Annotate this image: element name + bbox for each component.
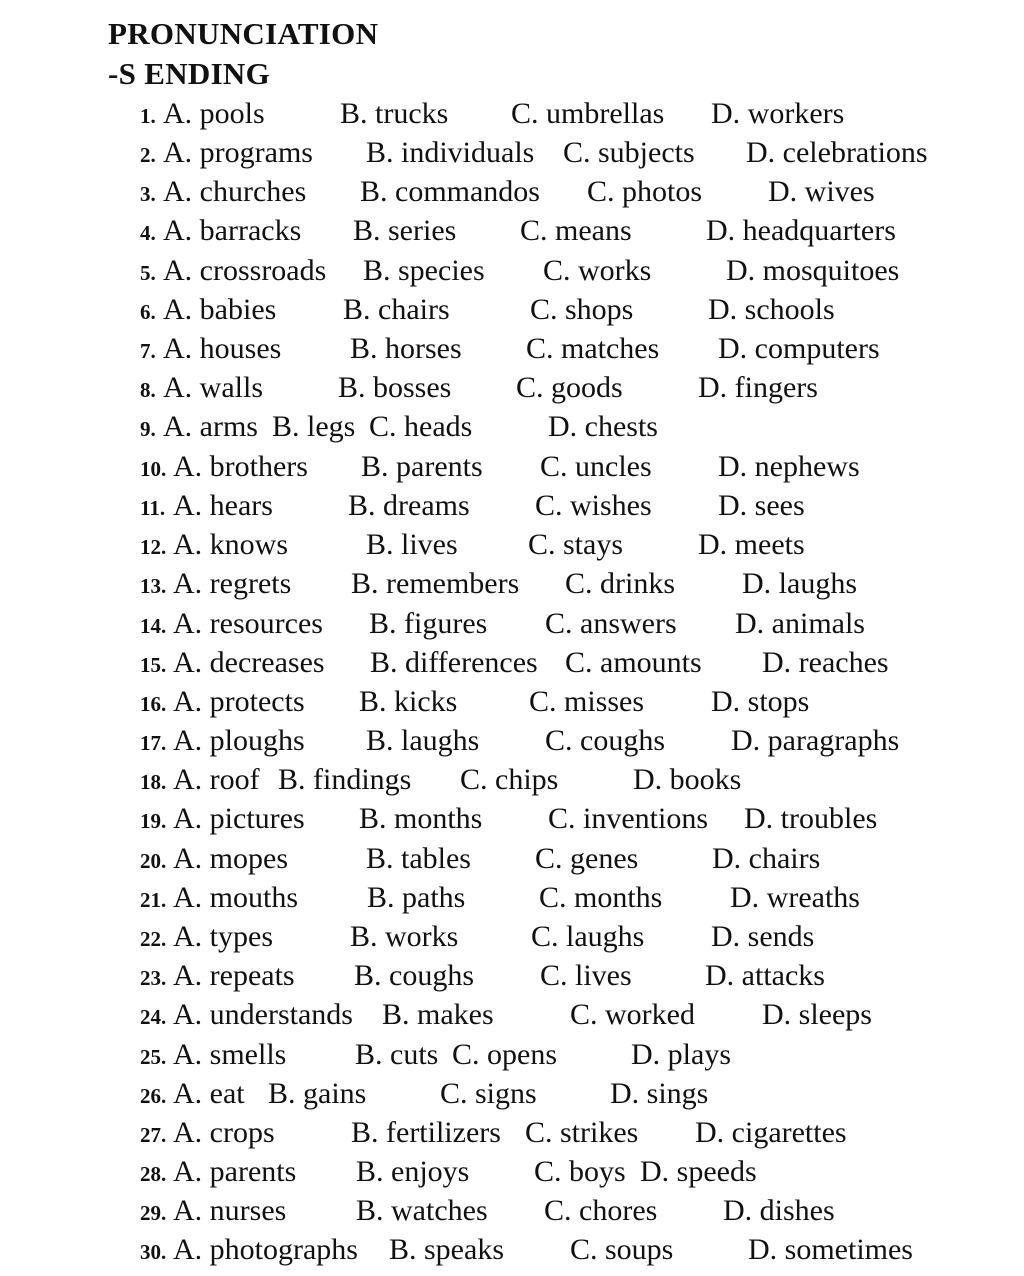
option-c: C. goods <box>516 371 623 404</box>
option-b: B. paths <box>367 881 466 914</box>
option-d: D. workers <box>711 97 845 130</box>
option-b: B. laughs <box>366 724 480 757</box>
option-a: A. protects <box>173 685 305 718</box>
question-number: 1. <box>140 104 156 128</box>
question-number: 3. <box>140 182 156 206</box>
option-c: C. chips <box>460 763 559 796</box>
option-c: C. amounts <box>565 646 702 679</box>
question-number: 14. <box>140 614 167 638</box>
option-a: A. arms <box>163 410 258 443</box>
option-b: B. works <box>350 920 459 953</box>
option-a: A. smells <box>173 1038 287 1071</box>
option-c: C. answers <box>545 607 677 640</box>
option-c: C. means <box>520 214 632 247</box>
option-d: D. chairs <box>712 842 821 875</box>
option-c: C. umbrellas <box>511 97 665 130</box>
option-a: A. churches <box>163 175 307 208</box>
question-number: 6. <box>140 300 156 324</box>
option-a: A. barracks <box>163 214 302 247</box>
option-a: A. regrets <box>173 567 292 600</box>
option-b: B. watches <box>356 1194 488 1227</box>
option-d: D. sends <box>711 920 815 953</box>
question-number: 22. <box>140 927 167 951</box>
question-number: 27. <box>140 1123 167 1147</box>
option-b: B. species <box>363 254 485 287</box>
option-a: A. pictures <box>173 802 305 835</box>
option-b: B. trucks <box>340 97 449 130</box>
option-d: D. celebrations <box>746 136 928 169</box>
option-d: D. plays <box>631 1038 731 1071</box>
option-b: B. cuts <box>355 1038 439 1071</box>
option-a: A. nurses <box>173 1194 287 1227</box>
option-d: D. troubles <box>744 802 878 835</box>
question-number: 19. <box>140 809 167 833</box>
option-a: A. crops <box>173 1116 275 1149</box>
option-a: A. parents <box>173 1155 297 1188</box>
question-number: 25. <box>140 1045 167 1069</box>
option-c: C. laughs <box>531 920 645 953</box>
question-number: 13. <box>140 574 167 598</box>
option-d: D. paragraphs <box>731 724 900 757</box>
option-b: B. months <box>359 802 483 835</box>
question-number: 16. <box>140 692 167 716</box>
option-c: C. uncles <box>540 450 652 483</box>
option-c: C. wishes <box>535 489 652 522</box>
option-b: B. individuals <box>366 136 535 169</box>
option-b: B. remembers <box>351 567 520 600</box>
option-b: B. speaks <box>389 1233 504 1266</box>
option-d: D. animals <box>735 607 865 640</box>
option-d: D. speeds <box>640 1155 757 1188</box>
option-d: D. chests <box>548 410 658 443</box>
option-a: A. eat <box>173 1077 245 1110</box>
option-b: B. findings <box>278 763 412 796</box>
option-b: B. figures <box>369 607 488 640</box>
option-c: C. drinks <box>565 567 676 600</box>
question-number: 17. <box>140 731 167 755</box>
option-b: B. fertilizers <box>351 1116 501 1149</box>
option-d: D. attacks <box>705 959 825 992</box>
option-a: A. photographs <box>173 1233 358 1266</box>
option-a: A. decreases <box>173 646 325 679</box>
option-a: A. houses <box>163 332 282 365</box>
option-c: C. coughs <box>545 724 665 757</box>
option-c: C. genes <box>535 842 639 875</box>
option-c: C. months <box>539 881 663 914</box>
question-number: 30. <box>140 1240 167 1264</box>
option-d: D. nephews <box>718 450 860 483</box>
option-b: B. makes <box>382 998 494 1031</box>
option-d: D. cigarettes <box>695 1116 847 1149</box>
question-number: 29. <box>140 1201 167 1225</box>
option-b: B. legs <box>272 410 356 443</box>
option-c: C. stays <box>528 528 624 561</box>
option-a: A. ploughs <box>173 724 305 757</box>
option-d: D. sometimes <box>748 1233 913 1266</box>
option-d: D. wives <box>768 175 875 208</box>
option-a: A. crossroads <box>163 254 327 287</box>
option-d: D. fingers <box>698 371 818 404</box>
option-d: D. schools <box>708 293 835 326</box>
question-number: 7. <box>140 339 156 363</box>
option-d: D. computers <box>718 332 880 365</box>
option-b: B. kicks <box>359 685 458 718</box>
option-d: D. laughs <box>742 567 857 600</box>
option-c: C. misses <box>529 685 645 718</box>
option-c: C. boys <box>534 1155 626 1188</box>
section-title: -S ENDING <box>108 56 271 91</box>
option-c: C. heads <box>369 410 473 443</box>
option-d: D. sings <box>610 1077 709 1110</box>
option-c: C. works <box>543 254 652 287</box>
option-b: B. parents <box>361 450 483 483</box>
option-a: A. resources <box>173 607 323 640</box>
option-b: B. series <box>353 214 457 247</box>
option-d: D. sees <box>718 489 805 522</box>
option-b: B. chairs <box>343 293 450 326</box>
question-number: 24. <box>140 1005 167 1029</box>
option-b: B. gains <box>268 1077 367 1110</box>
option-c: C. matches <box>526 332 660 365</box>
option-a: A. pools <box>163 97 265 130</box>
option-c: C. opens <box>452 1038 557 1071</box>
option-d: D. wreaths <box>730 881 860 914</box>
option-b: B. horses <box>350 332 462 365</box>
option-d: D. dishes <box>723 1194 835 1227</box>
option-b: B. tables <box>366 842 471 875</box>
option-a: A. brothers <box>173 450 308 483</box>
option-c: C. soups <box>570 1233 674 1266</box>
option-c: C. shops <box>530 293 634 326</box>
option-c: C. signs <box>440 1077 537 1110</box>
option-a: A. babies <box>163 293 277 326</box>
question-number: 23. <box>140 966 167 990</box>
question-number: 20. <box>140 849 167 873</box>
option-c: C. photos <box>587 175 703 208</box>
option-b: B. dreams <box>348 489 470 522</box>
question-number: 21. <box>140 888 167 912</box>
option-a: A. mouths <box>173 881 299 914</box>
option-a: A. knows <box>173 528 289 561</box>
option-b: B. coughs <box>354 959 474 992</box>
question-number: 8. <box>140 378 156 402</box>
question-number: 18. <box>140 770 167 794</box>
option-b: B. differences <box>370 646 538 679</box>
option-a: A. repeats <box>173 959 295 992</box>
question-number: 26. <box>140 1084 167 1108</box>
option-a: A. mopes <box>173 842 288 875</box>
question-number: 10. <box>140 457 167 481</box>
option-d: D. headquarters <box>706 214 896 247</box>
question-number: 12. <box>140 535 167 559</box>
option-d: D. mosquitoes <box>726 254 900 287</box>
option-c: C. lives <box>540 959 632 992</box>
question-number: 5. <box>140 261 156 285</box>
option-d: D. meets <box>698 528 805 561</box>
option-d: D. sleeps <box>762 998 872 1031</box>
option-d: D. reaches <box>762 646 889 679</box>
option-a: A. types <box>173 920 273 953</box>
option-d: D. stops <box>711 685 810 718</box>
option-a: A. roof <box>173 763 260 796</box>
question-number: 28. <box>140 1162 167 1186</box>
option-c: C. worked <box>570 998 695 1031</box>
option-a: A. programs <box>163 136 313 169</box>
option-c: C. inventions <box>548 802 709 835</box>
option-a: A. understands <box>173 998 353 1031</box>
option-a: A. walls <box>163 371 263 404</box>
option-a: A. hears <box>173 489 273 522</box>
question-number: 9. <box>140 417 156 441</box>
page-title: PRONUNCIATION <box>108 16 379 51</box>
option-b: B. bosses <box>338 371 452 404</box>
option-d: D. books <box>633 763 742 796</box>
question-number: 4. <box>140 221 156 245</box>
option-b: B. commandos <box>360 175 540 208</box>
question-number: 2. <box>140 143 156 167</box>
question-number: 15. <box>140 653 167 677</box>
question-number: 11. <box>140 496 166 520</box>
option-b: B. lives <box>366 528 458 561</box>
option-c: C. chores <box>544 1194 658 1227</box>
option-c: C. strikes <box>525 1116 639 1149</box>
option-c: C. subjects <box>563 136 695 169</box>
option-b: B. enjoys <box>356 1155 470 1188</box>
